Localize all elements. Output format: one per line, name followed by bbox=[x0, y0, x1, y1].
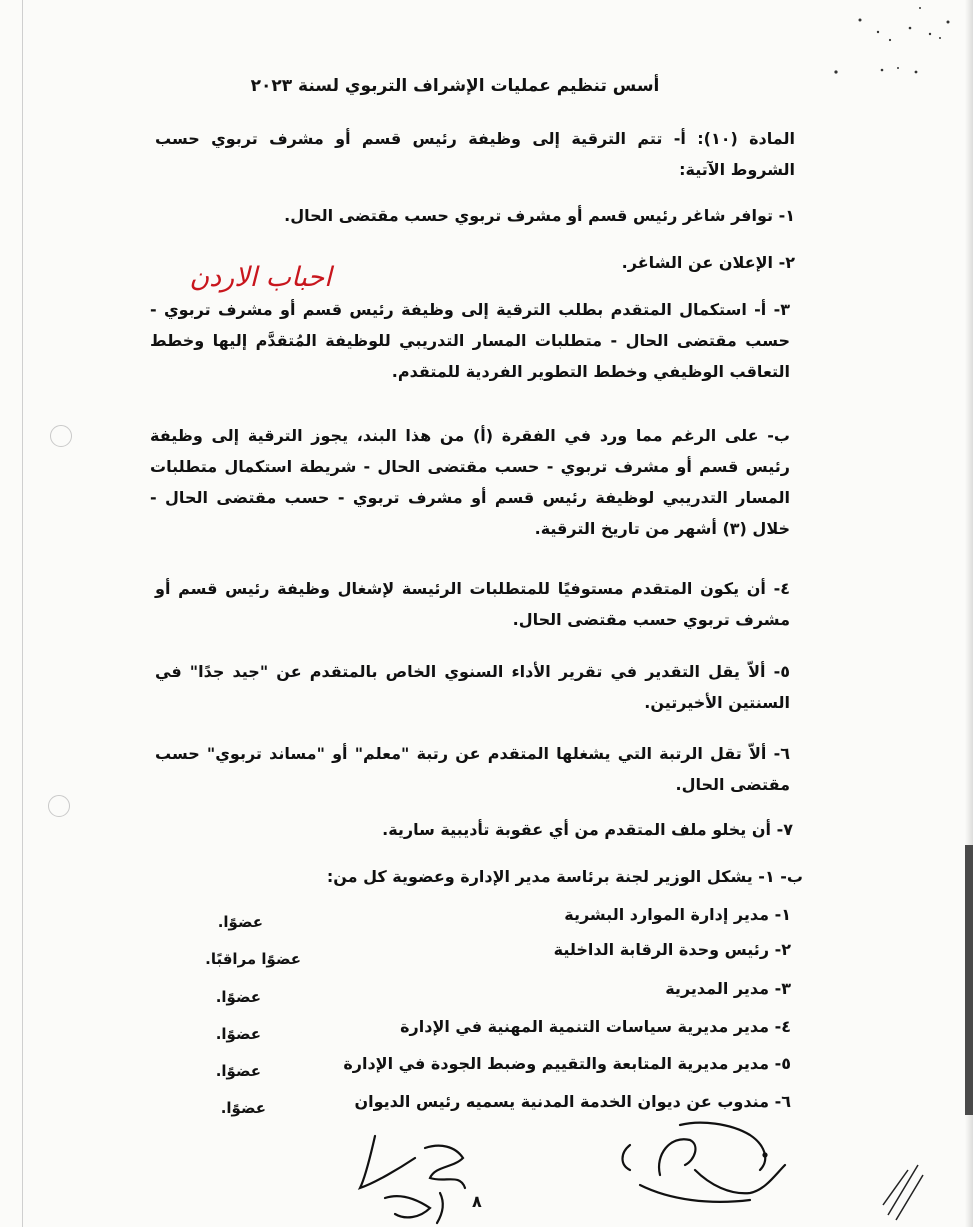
committee-member-5: ٥- مدير مديرية المتابعة والتقييم وضبط الجودة في الإدارة bbox=[343, 1054, 791, 1073]
condition-1: ١- توافر شاغر رئيس قسم أو مشرف تربوي حسب مقتضى الحال. bbox=[284, 206, 795, 225]
article-intro: المادة (١٠): أ- تتم الترقية إلى وظيفة رئيس قسم أو مشرف تربوي حسب الشروط الآتية: bbox=[155, 129, 795, 179]
watermark-text: احباب الاردن bbox=[189, 262, 332, 293]
condition-5: ٥- ألاّ يقل التقدير في تقرير الأداء السنوي الخاص بالمتقدم عن "جيد جدًا" في السنتين الأخيرتين. bbox=[155, 662, 790, 712]
scan-specks bbox=[820, 0, 970, 110]
condition-2: ٢- الإعلان عن الشاغر. bbox=[621, 253, 795, 272]
condition-7: ٧- أن يخلو ملف المتقدم من أي عقوبة تأديبية سارية. bbox=[382, 820, 793, 839]
condition-3b: ب- على الرغم مما ورد في الفقرة (أ) من هذا البند، يجوز الترقية إلى وظيفة رئيس قسم أو مشرف تربوي - حسب مقتضى الحال - شريطة استكمال متطلبات المسار التدريبي لوظيفة رئيس قسم أو مشرف تربوي - حسب مقتضى الحال - خلال (٣) أشهر من تاريخ الترقية. bbox=[150, 426, 790, 538]
condition-4: ٤- أن يكون المتقدم مستوفيًا للمتطلبات الرئيسة لإشغال وظيفة رئيس قسم أو مشرف تربوي حسب مقتضى الحال. bbox=[155, 579, 790, 629]
corner-stamp-scribble bbox=[878, 1160, 928, 1225]
committee-member-6: ٦- مندوب عن ديوان الخدمة المدنية يسميه رئيس الديوان bbox=[354, 1092, 791, 1111]
document-title: أسس تنظيم عمليات الإشراف التربوي لسنة ٢٠٢٣ bbox=[250, 76, 660, 96]
committee-role-1: عضوًا. bbox=[217, 913, 263, 931]
condition-3a: ٣- أ- استكمال المتقدم بطلب الترقية إلى وظيفة رئيس قسم أو مشرف تربوي - حسب مقتضى الحال - متطلبات المسار التدريبي للوظيفة المُتقدَّم إليها وخطط التعاقب الوظيفي وخطط التطوير الفردية للمتقدم. bbox=[150, 300, 790, 381]
signature-left bbox=[345, 1128, 485, 1227]
committee-member-2: ٢- رئيس وحدة الرقابة الداخلية bbox=[553, 940, 791, 959]
page-number: ٨ bbox=[472, 1192, 482, 1211]
committee-intro: ب- ١- يشكل الوزير لجنة برئاسة مدير الإدارة وعضوية كل من: bbox=[326, 867, 803, 886]
signature-right bbox=[600, 1115, 800, 1215]
condition-6: ٦- ألاّ تقل الرتبة التي يشغلها المتقدم عن رتبة "معلم" أو "مساند تربوي" حسب مقتضى الحال. bbox=[155, 744, 790, 794]
scan-edge-strip bbox=[965, 845, 973, 1115]
committee-role-5: عضوًا. bbox=[215, 1062, 261, 1080]
punch-hole-bottom bbox=[48, 795, 70, 817]
committee-role-3: عضوًا. bbox=[215, 988, 261, 1006]
committee-role-4: عضوًا. bbox=[215, 1025, 261, 1043]
committee-member-3: ٣- مدير المديرية bbox=[665, 979, 791, 998]
page-edge bbox=[22, 0, 23, 1227]
committee-member-4: ٤- مدير مديرية سياسات التنمية المهنية في الإدارة bbox=[400, 1017, 791, 1036]
committee-role-6: عضوًا. bbox=[220, 1099, 266, 1117]
punch-hole-top bbox=[50, 425, 72, 447]
committee-member-1: ١- مدير إدارة الموارد البشرية bbox=[564, 905, 791, 924]
committee-role-2: عضوًا مراقبًا. bbox=[205, 950, 301, 968]
